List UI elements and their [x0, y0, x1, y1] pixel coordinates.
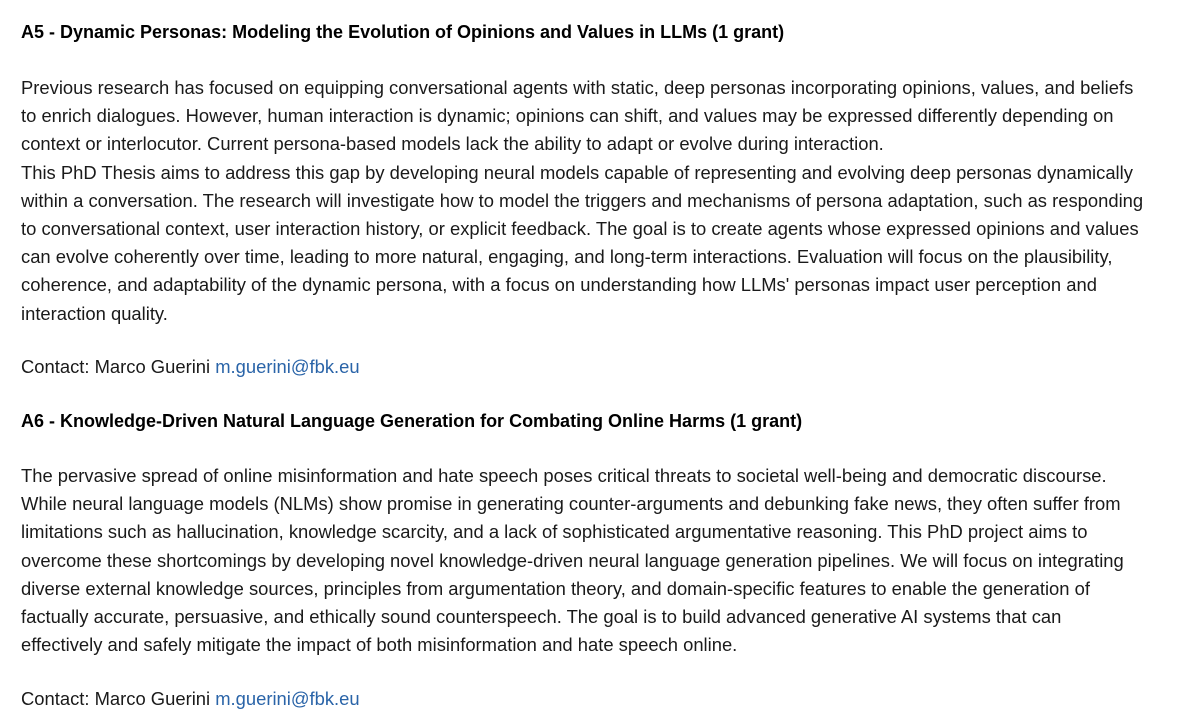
paragraph-line: overcome these shortcomings by developing novel knowledge-driven neural language generation pipelines. We will focus on integrating — [21, 549, 1124, 571]
contact-label: Contact: Marco Guerini — [21, 688, 216, 709]
contact-email-link[interactable]: m.guerini@fbk.eu — [215, 688, 360, 709]
paragraph-line: diverse external knowledge sources, principles from argumentation theory, and domain-specific features to enable the generation of — [21, 577, 1090, 599]
contact-email-link[interactable]: m.guerini@fbk.eu — [215, 356, 360, 377]
section-a5-contact — [21, 353, 1181, 381]
section-a5-description — [21, 74, 1181, 328]
paragraph-line: to enrich dialogues. However, human interaction is dynamic; opinions can shift, and values may be expressed differently depending on — [21, 105, 1114, 127]
paragraph-line: Previous research has focused on equipping conversational agents with static, deep personas incorporating opinions, values, and beliefs — [21, 77, 1134, 98]
paragraph-line: to conversational context, user interaction history, or explicit feedback. The goal is to create agents whose expressed opinions and values — [21, 218, 1139, 240]
paragraph-line: interaction quality. — [21, 302, 168, 324]
paragraph-line: While neural language models (NLMs) show promise in generating counter-arguments and debunking fake news, they often suffer from — [21, 493, 1121, 515]
section-a6-heading: A6 - Knowledge-Driven Natural Language Generation for Combating Online Harms (1 grant) — [21, 411, 803, 431]
paragraph-line: within a conversation. The research will investigate how to model the triggers and mechanisms of persona adaptation, such as responding — [21, 189, 1144, 211]
section-a6-description — [21, 462, 1181, 659]
paragraph-line: The pervasive spread of online misinformation and hate speech poses critical threats to societal well-being and democratic discourse. — [21, 465, 1107, 486]
section-a6-contact — [21, 685, 1181, 713]
paragraph-line: factually accurate, persuasive, and ethically sound counterspeech. The goal is to build advanced generative AI systems that can — [21, 606, 1062, 628]
paragraph-line: This PhD Thesis aims to address this gap by developing neural models capable of representing and evolving deep personas dynamically — [21, 161, 1133, 183]
paragraph-line: limitations such as hallucination, knowledge scarcity, and a lack of sophisticated argumentative reasoning. This PhD project aims to — [21, 521, 1088, 543]
paragraph-line: context or interlocutor. Current persona-based models lack the ability to adapt or evolve during interaction. — [21, 133, 884, 155]
section-a5-heading: A5 - Dynamic Personas: Modeling the Evolution of Opinions and Values in LLMs (1 grant) — [21, 22, 785, 42]
contact-label: Contact: Marco Guerini — [21, 356, 216, 377]
paragraph-line: can evolve coherently over time, leading to more natural, engaging, and long-term interactions. Evaluation will focus on the plausibility, — [21, 246, 1113, 268]
paragraph-line: effectively and safely mitigate the impact of both misinformation and hate speech online. — [21, 634, 738, 656]
paragraph-line: coherence, and adaptability of the dynamic persona, with a focus on understanding how LLMs' personas impact user perception and — [21, 274, 1097, 296]
